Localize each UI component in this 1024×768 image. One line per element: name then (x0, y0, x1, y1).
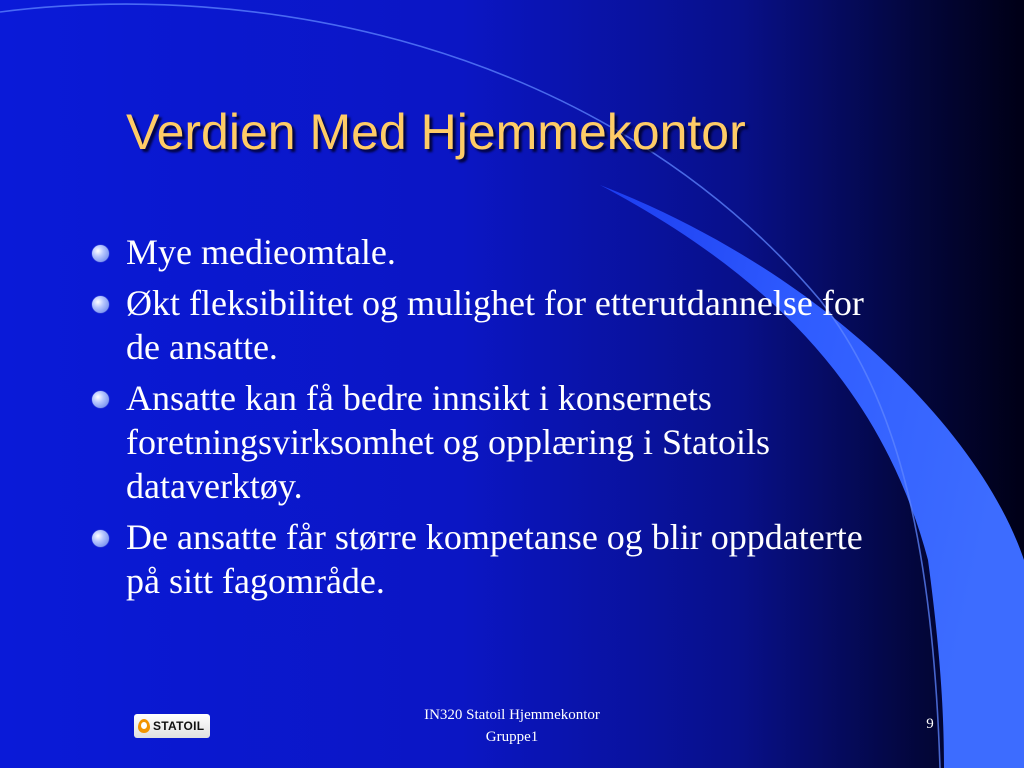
footer-line-2: Gruppe1 (485, 729, 539, 745)
bullet-item (88, 376, 888, 508)
bullet-item (88, 515, 888, 603)
bullet-dot-icon (92, 530, 109, 547)
logo-drop-icon (138, 719, 150, 733)
bullet-dot-icon (92, 391, 109, 408)
bullet-dot-icon (92, 245, 109, 262)
bullet-text: De ansatte får større kompetanse og blir oppdaterte på sitt fagområde. (126, 517, 863, 601)
bullet-item (88, 230, 888, 274)
bullet-text: Mye medieomtale. (126, 232, 396, 272)
statoil-logo-icon (134, 714, 210, 738)
bullet-text: Ansatte kan få bedre innsikt i konsernets foretningsvirksomhet og opplæring i Statoils dataverktøy. (126, 378, 770, 506)
bullet-text: Økt fleksibilitet og mulighet for etterutdannelse for de ansatte. (126, 283, 864, 367)
bullet-dot-icon (92, 296, 109, 313)
footer-line-1: IN320 Statoil Hjemmekontor (424, 707, 600, 723)
logo-text: STATOIL (153, 719, 205, 733)
slide-title: Verdien Med Hjemmekontor (126, 104, 746, 160)
page-number: 9 (926, 716, 934, 732)
bullet-item (88, 281, 888, 369)
footer-text (372, 704, 652, 748)
bullet-list (88, 230, 888, 610)
